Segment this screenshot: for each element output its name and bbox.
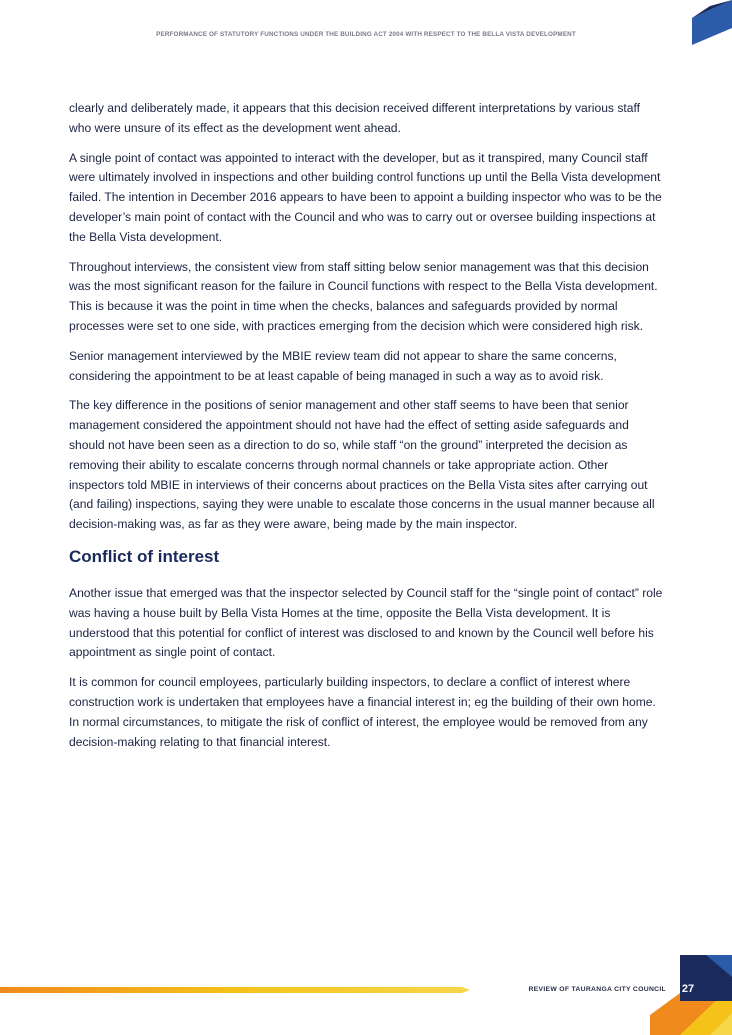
page-number: 27 xyxy=(681,983,695,995)
paragraph: Throughout interviews, the consistent view from staff sitting below senior management was that this decision was the most significant reason for the failure in Council functions with respect to the Bella Vista development. This is because it was the point in time when the checks, balances and safeguards provided by normal processes were set to one side, with practices emerging from the decision which were considered high risk. xyxy=(69,259,658,333)
footer-document-title: REVIEW OF TAURANGA CITY COUNCIL xyxy=(528,986,666,993)
paragraph: Another issue that emerged was that the inspector selected by Council staff for the “single point of contact” role was having a house built by Bella Vista Homes at the time, opposite the Bella Vista development. It is understood that this potential for conflict of interest was disclosed to and known by the Council well before his appointment as single point of contact. xyxy=(69,585,663,660)
paragraph: clearly and deliberately made, it appears that this decision received different interpretations by various staff who were unsure of its effect as the development went ahead. xyxy=(69,101,640,135)
paragraph: It is common for council employees, particularly building inspectors, to declare a conflict of interest where construction work is undertaken that employees have a financial interest in; eg the building of their own home. In normal circumstances, to mitigate the risk of conflict of interest, the employee would be removed from any decision-making relating to that financial interest. xyxy=(69,675,656,749)
document-body xyxy=(69,99,663,762)
corner-decoration-top xyxy=(692,0,732,45)
paragraph: Senior management interviewed by the MBIE review team did not appear to share the same concerns, considering the appointment to be at least capable of being managed in such a way as to avoid risk. xyxy=(69,348,617,383)
section-heading: Conflict of interest xyxy=(69,546,220,566)
paragraph: A single point of contact was appointed to interact with the developer, but as it transpired, many Council staff were ultimately involved in inspections and other building control functions up until the Bella Vista development failed. The intention in December 2016 appears to have been to appoint a building inspector who was to be the developer’s main point of contact with the Council and who was to carry out or oversee building inspections at the Bella Vista development. xyxy=(69,150,662,244)
paragraph: The key difference in the positions of senior management and other staff seems to have been that senior management considered the appointment should not have had the effect of setting aside safeguards and should not have been seen as a direction to do so, while staff “on the ground” interpreted the decision as removing their ability to escalate concerns through normal channels or take appropriate action. Other inspectors told MBIE in interviews of their concerns about practices on the Bella Vista sites after carrying out (and failing) inspections, saying they were unable to escalate those concerns in the usual manner because all decision-making was, as far as they were aware, being made by the main inspector. xyxy=(69,398,655,532)
footer-accent-bar xyxy=(0,987,470,993)
running-header: PERFORMANCE OF STATUTORY FUNCTIONS UNDER THE BUILDING ACT 2004 WITH RESPECT TO THE BELLA VISTA DEVELOPMENT xyxy=(156,31,576,38)
corner-decoration-bottom xyxy=(650,955,732,1035)
